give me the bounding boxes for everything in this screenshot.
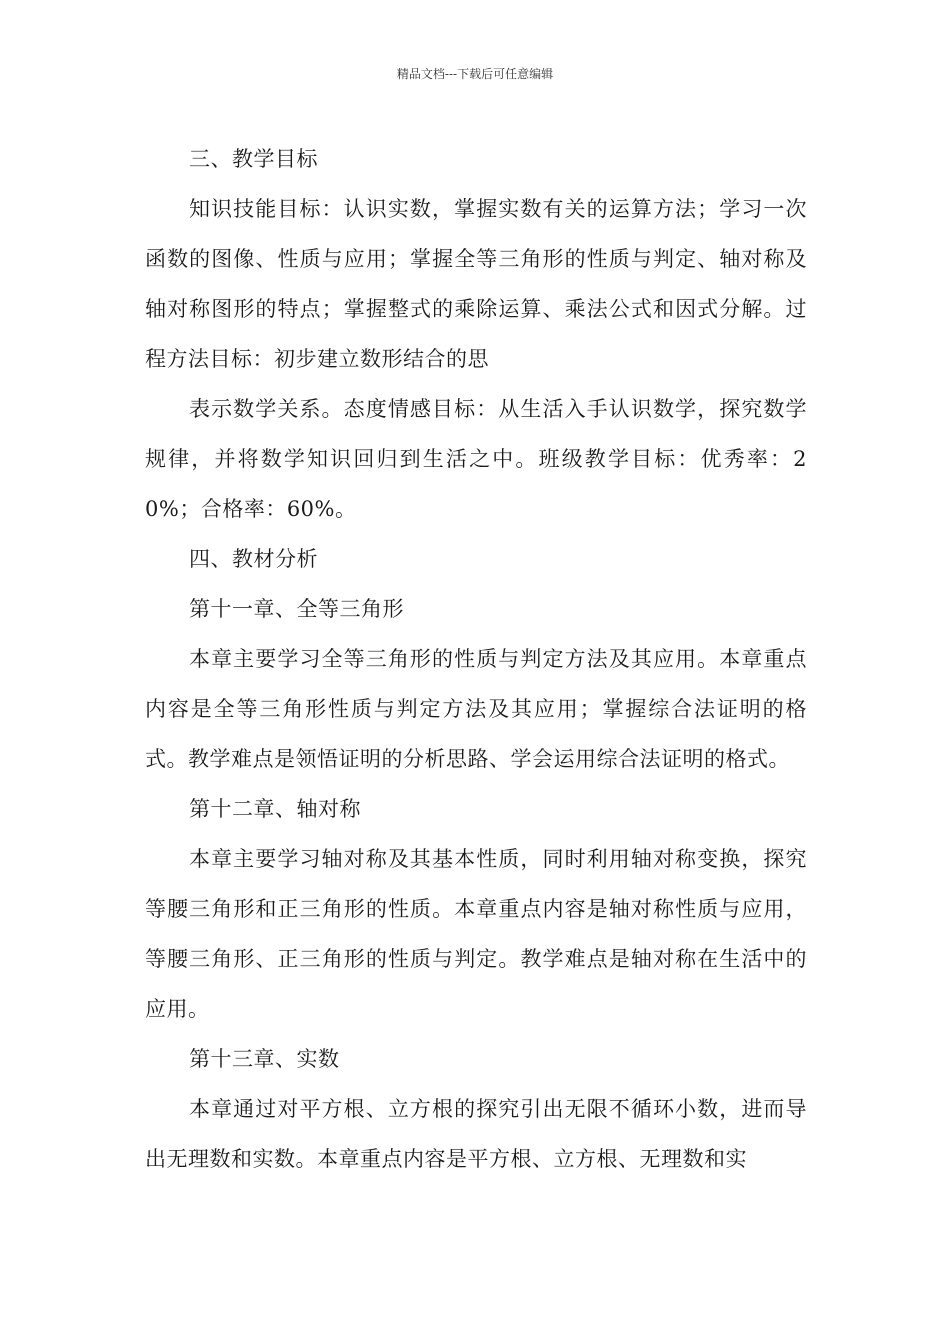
paragraph-chapter-12: 本章主要学习轴对称及其基本性质，同时利用轴对称变换，探究等腰三角形和正三角形的性质。本章重点内容是轴对称性质与应用，等腰三角形、正三角形的性质与判定。教学难点是轴对称在生活中的应用。: [145, 847, 807, 1021]
paragraph-chapter-11: 本章主要学习全等三角形的性质与判定方法及其应用。本章重点内容是全等三角形性质与判定方法及其应用；掌握综合法证明的格式。教学难点是领悟证明的分析思路、学会运用综合法证明的格式。: [145, 647, 807, 771]
chapter-heading-11: 第十一章、全等三角形: [189, 597, 404, 621]
document-body: [145, 134, 807, 1184]
page-header: 精品文档---下载后可任意编辑: [396, 67, 554, 81]
paragraph-knowledge-goals: 知识技能目标：认识实数，掌握实数有关的运算方法；学习一次函数的图像、性质与应用；掌握全等三角形的性质与判定、轴对称及轴对称图形的特点；掌握整式的乘除运算、乘法公式和因式分解。过程方法目标：初步建立数形结合的思: [145, 197, 807, 371]
section-heading-textbook-analysis: 四、教材分析: [189, 547, 318, 571]
chapter-heading-12: 第十二章、轴对称: [189, 797, 361, 821]
paragraph-chapter-13: 本章通过对平方根、立方根的探究引出无限不循环小数，进而导出无理数和实数。本章重点内容是平方根、立方根、无理数和实: [145, 1097, 807, 1171]
chapter-heading-13: 第十三章、实数: [189, 1047, 340, 1071]
paragraph-attitude-goals: 表示数学关系。态度情感目标：从生活入手认识数学，探究数学规律，并将数学知识回归到生活之中。班级教学目标：优秀率：20%；合格率：60%。: [145, 397, 807, 521]
section-heading-teaching-goals: 三、教学目标: [189, 147, 318, 171]
